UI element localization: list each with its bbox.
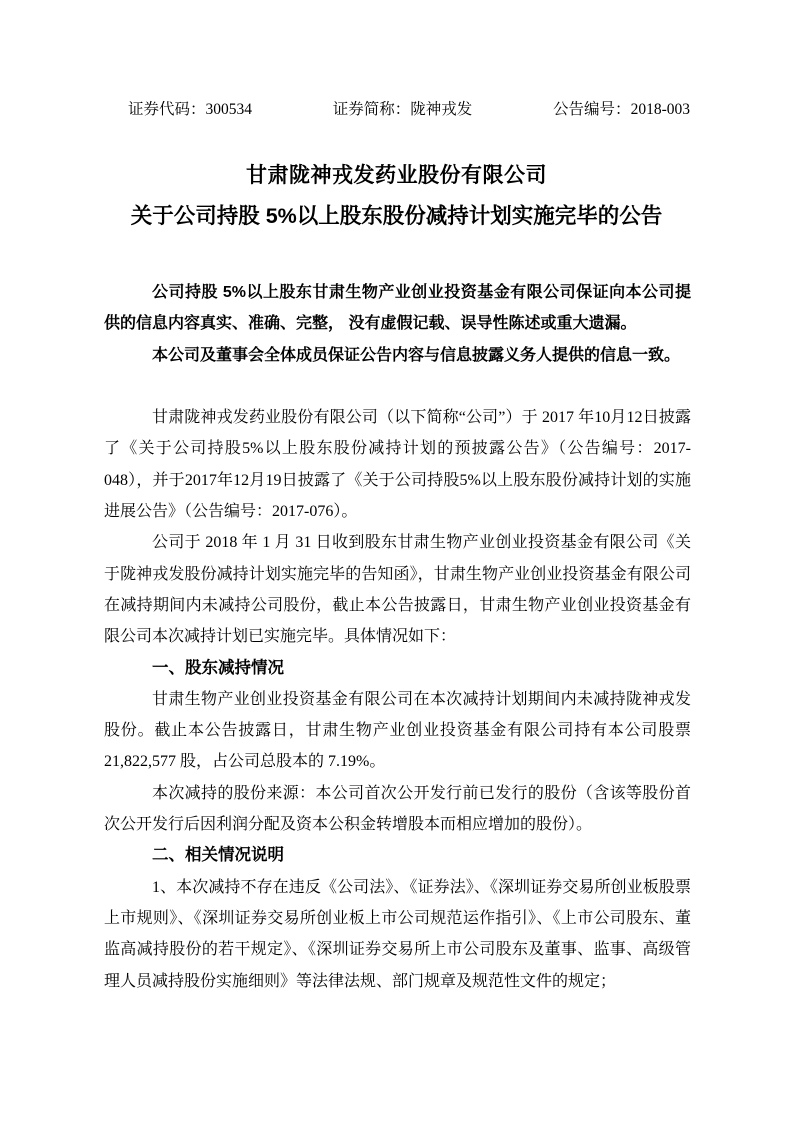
section2-paragraph-1: 1、本次减持不存在违反《公司法》、《证券法》、《深圳证券交易所创业板股票上市规则》、《深圳证券交易所创业板上市公司规范运作指引》、《上市公司股东、董监高减持股份的若干规定》、《深圳证券交易所上市公司股东及董事、监事、高级管理人员减持股份实施细则》等法律法规、部门规章及规范性文件的规定；	[104, 878, 691, 990]
completion-notice-paragraph: 公司于 2018 年 1 月 31 日收到股东甘肃生物产业创业投资基金有限公司《关于陇神戎发股份减持计划实施完毕的告知函》，甘肃生物产业创业投资基金有限公司在减持期间内未减持公司股份，截止本公告披露日，甘肃生物产业创业投资基金有限公司本次减持计划已实施完毕。具体情况如下：	[104, 534, 691, 646]
stock-code	[128, 101, 252, 119]
declaration-paragraph-1: 公司持股 5%以上股东甘肃生物产业创业投资基金有限公司保证向本公司提供的信息内容真实、准确、完整， 没有虚假记载、误导性陈述或重大遗漏。	[104, 284, 691, 333]
announcement-number-value: 2018-003	[630, 101, 690, 118]
section1-paragraph-2: 本次减持的股份来源：本公司首次公开发行前已发行的股份（含该等股份首次公开发行后因利润分配及资本公积金转增股本而相应增加的股份）。	[104, 784, 691, 834]
declaration-paragraph-2: 本公司及董事会全体成员保证公告内容与信息披露义务人提供的信息一致。	[152, 346, 681, 364]
announcement-number	[553, 101, 690, 119]
company-name-title: 甘肃陇神戎发药业股份有限公司	[246, 164, 547, 187]
document-header	[128, 101, 690, 119]
stock-short-name-value: 陇神戎发	[410, 101, 473, 118]
stock-code-value: 300534	[205, 101, 253, 118]
stock-short-name	[333, 101, 473, 119]
section1-paragraph-1: 甘肃生物产业创业投资基金有限公司在本次减持计划期间内未减持陇神戎发股份。截止本公告披露日，甘肃生物产业创业投资基金有限公司持有本公司股票 21,822,577 股，占公司总股本的 7.19%。	[104, 690, 691, 771]
stock-short-name-label: 证券简称：	[332, 101, 411, 118]
disclosure-history-paragraph: 甘肃陇神戎发药业股份有限公司（以下简称“公司”）于 2017 年10月12日披露了《关于公司持股5%以上股东股份减持计划的预披露公告》（公告编号：2017-048），并于2017年12月19日披露了《关于公司持股5%以上股东股份减持计划的实施进展公告》（公告编号：2017-076）。	[104, 409, 691, 521]
announcement-number-label: 公告编号：	[553, 101, 631, 118]
document-body	[104, 277, 691, 997]
section2-heading: 二、相关情况说明	[152, 846, 284, 865]
announcement-subject-title: 关于公司持股 5%以上股东股份减持计划实施完毕的公告	[130, 204, 663, 228]
section1-heading: 一、股东减持情况	[152, 658, 284, 677]
stock-code-label: 证券代码：	[128, 101, 206, 118]
